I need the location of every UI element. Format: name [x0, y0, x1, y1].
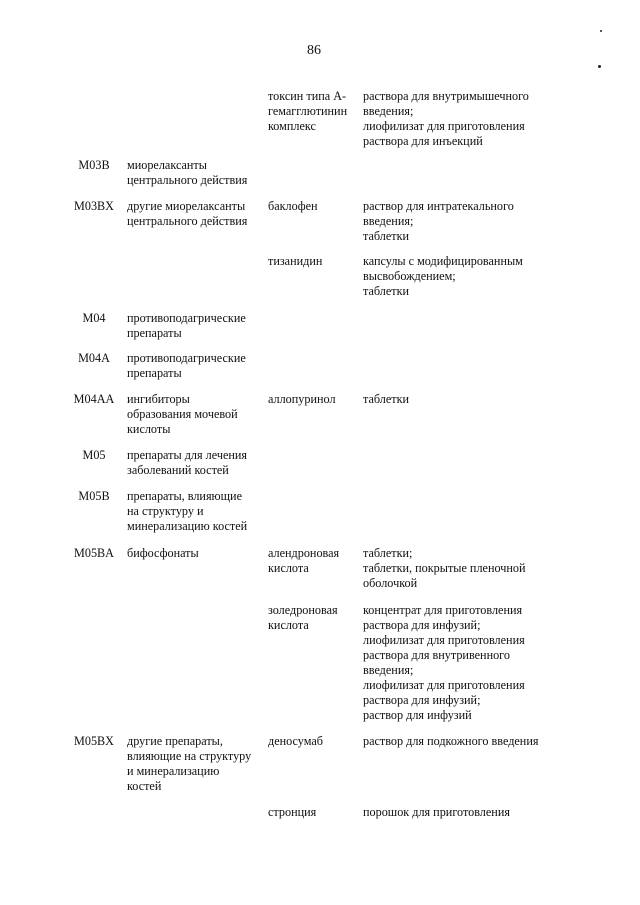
group-description: бифосфонаты [127, 546, 199, 560]
dosage-form: раствор для подкожного введения [363, 734, 539, 748]
atc-code: M03BX [74, 199, 114, 213]
scan-speck [600, 30, 602, 32]
group-description: противоподагрические препараты [127, 311, 246, 340]
drug-name: тизанидин [268, 254, 323, 268]
dosage-form: раствора для внутримышечного введения; лиофилизат для приготовления раствора для инъекций [363, 89, 529, 148]
scan-speck [598, 65, 601, 68]
group-description: противоподагрические препараты [127, 351, 246, 380]
dosage-form: раствор для интратекального введения; таблетки [363, 199, 514, 243]
atc-code: M05B [78, 489, 110, 503]
group-description: миорелаксанты центрального действия [127, 158, 248, 187]
drug-name: алендроновая кислота [268, 546, 340, 575]
drug-name: золедроновая кислота [268, 603, 338, 632]
atc-code: M05BA [74, 546, 114, 560]
drug-name: стронция [268, 805, 317, 819]
atc-code: M04A [78, 351, 110, 365]
group-description: другие миорелаксанты центрального действия [127, 199, 248, 228]
atc-code: M05 [82, 448, 106, 462]
drug-name: токсин типа А- гемагглютинин комплекс [268, 89, 348, 133]
drug-name: деносумаб [268, 734, 323, 748]
group-description: другие препараты, влияющие на структуру и минерализацию костей [127, 734, 252, 793]
page-number: 86 [307, 43, 321, 58]
group-description: ингибиторы образования мочевой кислоты [127, 392, 238, 436]
dosage-form: концентрат для приготовления раствора для инфузий; лиофилизат для приготовления раствора для внутривенного введения; лиофилизат для приготовления раствора для инфузий; раствор для инфузий [363, 603, 525, 722]
atc-code: M04AA [73, 392, 115, 406]
atc-code: M05BX [74, 734, 114, 748]
drug-name: баклофен [268, 199, 318, 213]
dosage-form: таблетки; таблетки, покрытые пленочной оболочкой [363, 546, 526, 590]
group-description: препараты, влияющие на структуру и минерализацию костей [127, 489, 248, 533]
atc-code: M04 [82, 311, 106, 325]
group-description: препараты для лечения заболеваний костей [127, 448, 248, 477]
dosage-form: капсулы с модифицированным высвобождением; таблетки [363, 254, 523, 298]
atc-code: M03B [78, 158, 110, 172]
drug-name: аллопуринол [268, 392, 336, 406]
dosage-form: порошок для приготовления [363, 805, 510, 819]
dosage-form: таблетки [363, 392, 410, 406]
